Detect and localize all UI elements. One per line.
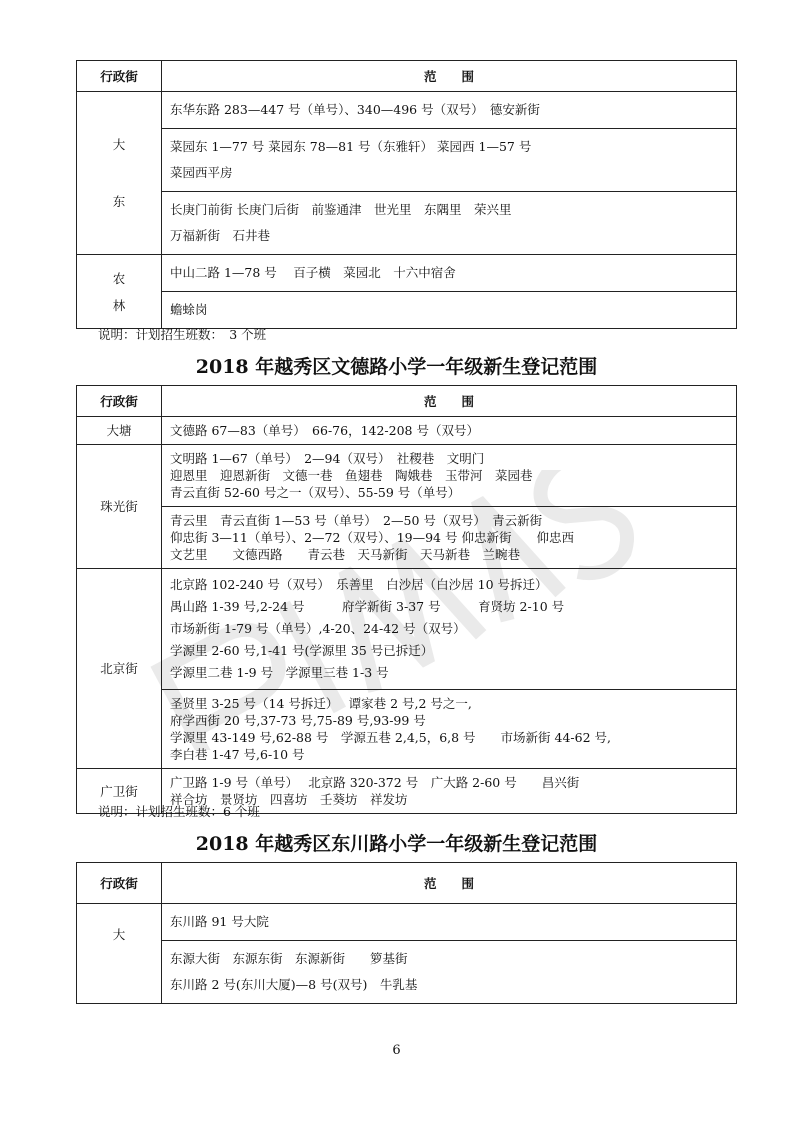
table-row	[77, 92, 737, 129]
range-line: 圣贤里 3-25 号（14 号拆迁） 谭家巷 2 号,2 号之一,	[170, 696, 472, 711]
district-cell: 大塘	[77, 417, 162, 445]
range-line: 迎恩里 迎恩新街 文德一巷 鱼翅巷 陶娥巷 玉带河 菜园巷	[170, 468, 533, 483]
district-char: 林	[112, 297, 126, 313]
range-cell	[162, 941, 737, 1004]
range-line: 祥合坊 景贤坊 四喜坊 壬葵坊 祥发坊	[170, 792, 408, 807]
page-number: 6	[392, 1043, 401, 1058]
range-line: 中山二路 1—78 号 百子横 菜园北 十六中宿舍	[170, 265, 456, 280]
table-row	[77, 690, 737, 769]
district-cell	[77, 92, 162, 255]
range-cell	[162, 292, 737, 329]
table-row	[77, 292, 737, 329]
table-row	[77, 569, 737, 690]
range-line: 青云直街 52-60 号之一（双号）、55-59 号（单号）	[170, 485, 461, 500]
range-line: 仰忠街 3—11（单号）、2—72（双号）、19—94 号 仰忠新街 仰忠西	[170, 530, 574, 545]
range-cell	[162, 569, 737, 690]
range-cell	[162, 192, 737, 255]
range-line: 菜园东 1—77 号 菜园东 78—81 号（东雅轩） 菜园西 1—57 号	[170, 139, 532, 154]
range-line: 学源里 43-149 号,62-88 号 学源五巷 2,4,5，6,8 号 市场新街 44-62 号,	[170, 730, 612, 745]
range-cell	[162, 255, 737, 292]
range-line: 文明路 1—67（单号） 2—94（双号） 社稷巷 文明门	[170, 451, 485, 466]
note-class-count: 说明：计划招生班数： 3 个班	[98, 327, 267, 342]
header-range: 范 围	[162, 61, 737, 92]
range-line: 蟾蜍岗	[170, 302, 208, 317]
range-line: 禺山路 1-39 号,2-24 号 府学新街 3-37 号 育贤坊 2-10 号	[170, 599, 565, 614]
header-district: 行政街	[77, 863, 162, 904]
range-line: 府学西街 20 号,37-73 号,75-89 号,93-99 号	[170, 713, 426, 728]
table-row	[77, 904, 737, 941]
range-line: 东华东路 283—447 号（单号）、340—496 号（双号） 德安新街	[170, 102, 540, 117]
table-row	[77, 129, 737, 192]
district-cell: 珠光街	[77, 445, 162, 569]
range-cell	[162, 445, 737, 507]
district-cell: 大	[77, 904, 162, 1004]
header-range: 范 围	[162, 386, 737, 417]
header-district: 行政街	[77, 386, 162, 417]
range-cell	[162, 507, 737, 569]
registration-table-section2	[76, 385, 737, 814]
table-row	[77, 445, 737, 507]
range-line: 东源大街 东源东街 东源新街 箩基街	[170, 951, 408, 966]
district-cell: 北京街	[77, 569, 162, 769]
table-row	[77, 941, 737, 1004]
range-line: 东川路 2 号(东川大厦)—8 号(双号) 牛乳基	[170, 977, 418, 992]
range-line: 青云里 青云直街 1—53 号（单号） 2—50 号（双号） 青云新街	[170, 513, 543, 528]
range-line: 东川路 91 号大院	[170, 914, 269, 929]
range-line: 文艺里 文德西路 青云巷 天马新街 天马新巷 兰畹巷	[170, 547, 521, 562]
range-line: 学源里 2-60 号,1-41 号(学源里 35 号已拆迁）	[170, 643, 434, 658]
range-line: 文德路 67—83（单号） 66-76，142-208 号（双号）	[170, 423, 479, 438]
range-cell	[162, 690, 737, 769]
section-title: 2018 年越秀区文德路小学一年级新生登记范围	[195, 356, 598, 378]
district-char: 农	[112, 270, 126, 286]
table-row	[77, 417, 737, 445]
registration-table-section3	[76, 862, 737, 1004]
header-district: 行政街	[77, 61, 162, 92]
range-line: 北京路 102-240 号（双号） 乐善里 白沙居（白沙居 10 号拆迁）	[170, 577, 548, 592]
district-cell	[77, 255, 162, 329]
range-line: 市场新街 1-79 号（单号）,4-20、24-42 号（双号）	[170, 621, 466, 636]
range-line: 菜园西平房	[170, 165, 233, 180]
range-line: 李白巷 1-47 号,6-10 号	[170, 747, 305, 762]
table-row	[77, 255, 737, 292]
header-range: 范 围	[162, 863, 737, 904]
range-line: 广卫路 1-9 号（单号） 北京路 320-372 号 广大路 2-60 号 昌兴街	[170, 775, 580, 790]
table-row	[77, 192, 737, 255]
district-char: 东	[112, 194, 126, 209]
district-char: 大	[112, 137, 126, 152]
registration-table-section1	[76, 60, 737, 329]
table-row	[77, 507, 737, 569]
section-title: 2018 年越秀区东川路小学一年级新生登记范围	[195, 833, 598, 855]
range-cell	[162, 129, 737, 192]
note-class-count: 说明：计划招生班数：6 个班	[98, 804, 260, 819]
range-cell	[162, 92, 737, 129]
range-line: 万福新街 石井巷	[170, 228, 271, 243]
range-line: 长庚门前街 长庚门后街 前鉴通津 世光里 东隅里 荣兴里	[170, 202, 512, 217]
range-line: 学源里二巷 1-9 号 学源里三巷 1-3 号	[170, 665, 389, 680]
range-cell	[162, 417, 737, 445]
range-cell	[162, 904, 737, 941]
district-cell: 广卫街	[77, 769, 162, 814]
